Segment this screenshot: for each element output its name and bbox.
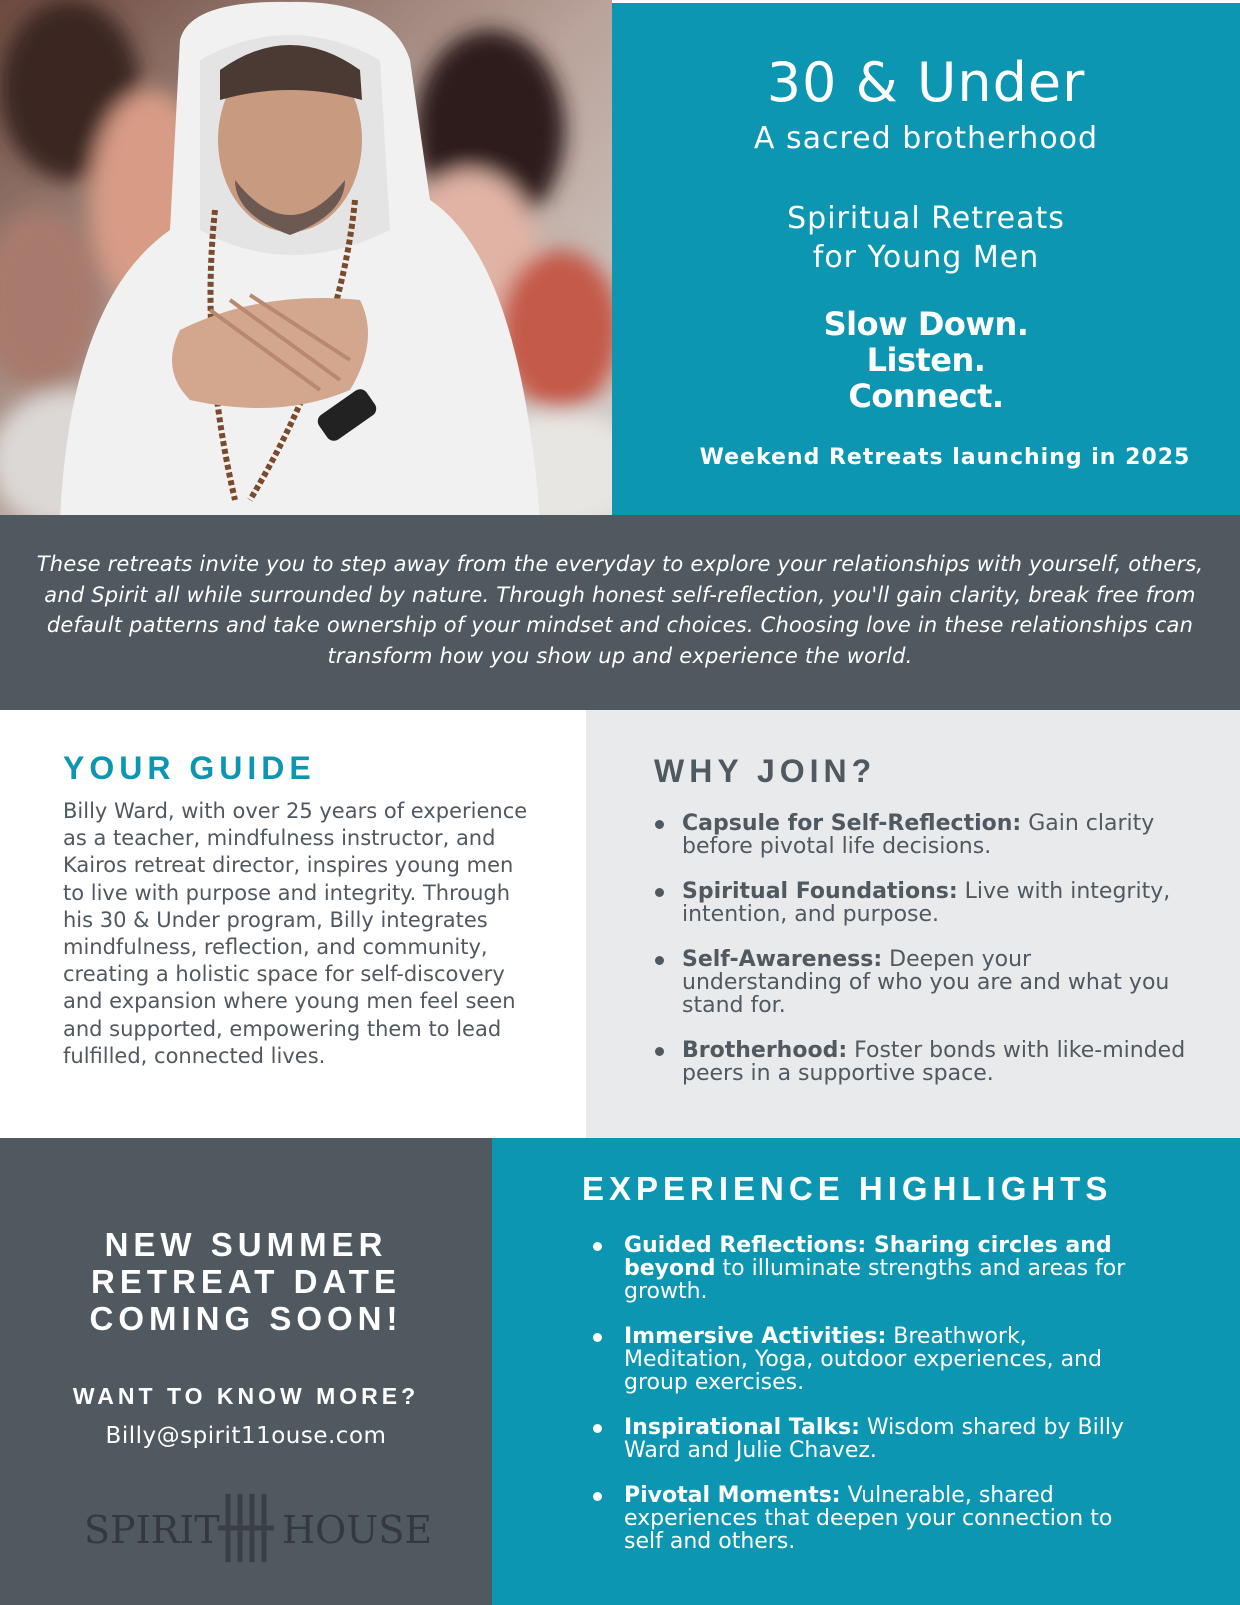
list-item	[654, 812, 1194, 858]
spirit-house-logo	[80, 1488, 433, 1568]
page-title: 30 & Under	[766, 51, 1086, 114]
item-term: Guided Reflections: Sharing circles and beyond	[624, 1233, 1112, 1281]
logo-word-right: HOUSE	[282, 1508, 433, 1552]
item-text: to illuminate strengths and areas for growth.	[624, 1256, 1126, 1304]
logo-word-left: SPIRIT	[84, 1508, 220, 1552]
bullet-icon	[593, 1424, 602, 1433]
item-term: Inspirational Talks:	[624, 1415, 860, 1440]
hero-panel	[612, 0, 1240, 515]
hero-section	[0, 0, 1240, 520]
item-term: Self-Awareness:	[682, 947, 883, 972]
why-join-heading: WHY JOIN?	[654, 753, 877, 789]
item-term: Brotherhood:	[682, 1038, 848, 1063]
retreat-tagline	[612, 199, 1240, 277]
bullet-icon	[593, 1492, 602, 1501]
bullet-icon	[655, 888, 664, 897]
cta-section	[0, 1138, 492, 1605]
item-term: Capsule for Self-Reflection:	[682, 811, 1022, 836]
mantra-line: Listen.	[866, 341, 986, 379]
item-text: Foster bonds with like-minded peers in a supportive space.	[682, 1038, 1186, 1086]
guide-heading: YOUR GUIDE	[63, 750, 316, 786]
why-join-list	[654, 812, 1194, 1107]
contact-heading: WANT TO KNOW MORE?	[72, 1383, 420, 1409]
announcement-line: NEW SUMMER	[104, 1226, 388, 1263]
list-item	[654, 948, 1194, 1017]
item-text: Gain clarity before pivotal life decisions.	[682, 811, 1155, 859]
list-item	[654, 1039, 1194, 1085]
hero-photo	[0, 0, 612, 520]
contact-email-link[interactable]: Billy@spirit11ouse.com	[105, 1423, 387, 1449]
bullet-icon	[655, 956, 664, 965]
highlights-section	[492, 1138, 1240, 1605]
logo-mark-icon	[216, 1492, 276, 1564]
highlights-heading: EXPERIENCE HIGHLIGHTS	[582, 1170, 1113, 1207]
highlights-list	[592, 1234, 1152, 1575]
guide-text: Billy Ward, with over 25 years of experience as a teacher, mindfulness instructor, and Kairos retreat director, inspires young men to live with purpose and integrity. Through his 30 & Under program, Billy integrates mindfulness, reflection, and community, creating a holistic space for self-discovery and expansion where young men feel seen and supported, empowering them to lead fulfilled, connected lives.	[63, 799, 528, 1068]
mantra-line: Slow Down.	[823, 305, 1029, 343]
announcement-line: RETREAT DATE	[91, 1263, 401, 1300]
announcement	[0, 1226, 492, 1337]
list-item	[654, 880, 1194, 926]
intro-band	[0, 515, 1240, 710]
announcement-line: COMING SOON!	[89, 1300, 403, 1337]
list-item	[592, 1234, 1152, 1303]
item-text: Vulnerable, shared experiences that deepen your connection to self and others.	[624, 1483, 1113, 1554]
bullet-icon	[655, 1047, 664, 1056]
list-item	[592, 1484, 1152, 1553]
bullet-icon	[593, 1333, 602, 1342]
bullet-icon	[593, 1242, 602, 1251]
mantra	[612, 306, 1240, 414]
mantra-line: Connect.	[848, 377, 1004, 415]
why-join-section	[586, 710, 1240, 1138]
guide-section	[0, 710, 586, 1138]
intro-text: These retreats invite you to step away from the everyday to explore your relationships with yourself, others, and Spirit all while surrounded by nature. Through honest self-reflection, you'll gain clarity, break free from default patterns and take ownership of your mindset and choices. Choosing love in these relationships can transform how you show up and experience the world.	[36, 552, 1204, 668]
subtitle: A sacred brotherhood	[753, 121, 1099, 156]
item-term: Spiritual Foundations:	[682, 879, 958, 904]
list-item	[592, 1325, 1152, 1394]
item-term: Pivotal Moments:	[624, 1483, 841, 1508]
list-item	[592, 1416, 1152, 1462]
item-text: Breathwork, Meditation, Yoga, outdoor experiences, and group exercises.	[624, 1324, 1102, 1395]
launch-note: Weekend Retreats launching in 2025	[699, 445, 1191, 470]
item-text: Deepen your understanding of who you are and what you stand for.	[682, 947, 1170, 1018]
bullet-icon	[655, 820, 664, 829]
item-text: Live with integrity, intention, and purpose.	[682, 879, 1171, 927]
retreat-line-1: Spiritual Retreats	[787, 201, 1065, 236]
item-term: Immersive Activities:	[624, 1324, 887, 1349]
retreat-line-2: for Young Men	[812, 240, 1040, 275]
item-text: Wisdom shared by Billy Ward and Julie Chavez.	[624, 1415, 1124, 1463]
